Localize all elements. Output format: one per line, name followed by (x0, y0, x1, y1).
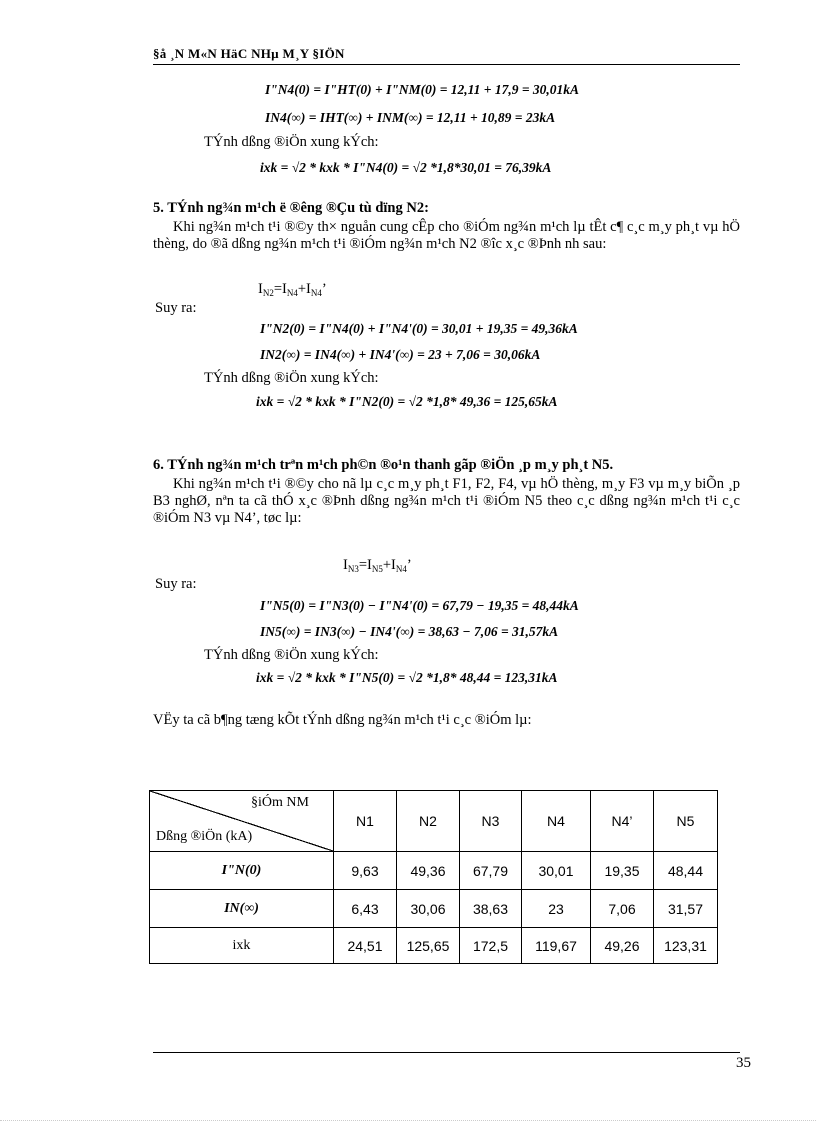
table-row (150, 890, 718, 928)
section-6-paragraph: Khi ng¾n m¹ch t¹i ®©y cho nã lµ c¸c m¸y ph¸t F1, F2, F4, vµ hÖ thèng, m¸y F3 vµ m¸y biÕn ¸p B3 nghØ, nªn ta cã thÓ x¸c ®Þnh dßng ng¾n m¹ch t¹i ®iÓm N5 theo c¸c dßng ng¾n m¹ch t¹i c¸c ®iÓm N3 vµ N4’, tøc lµ: (153, 476, 740, 526)
equation-in5-steady: IN5(∞) = IN3(∞) − IN4'(∞) = 38,63 − 7,06 = 31,57kA (260, 624, 559, 639)
row-label: IN(∞) (150, 890, 334, 928)
table-cell: 49,36 (397, 852, 460, 890)
table-cell: 49,26 (591, 928, 654, 964)
table-cell: 19,35 (591, 852, 654, 890)
section-5-formula: $I_{N2}=I_{N4}+I_{N4}$’ (258, 281, 327, 298)
equation-ixk-n4: ixk = √2 * kxk * I"N4(0) = √2 *1,8*30,01 = 76,39kA (260, 160, 552, 175)
section-5-heading: 5. TÝnh ng¾n m¹ch ë ®êng ®Çu tù dïng N2: (153, 200, 429, 216)
equation-in2-initial: I"N2(0) = I"N4(0) + I"N4'(0) = 30,01 + 19,35 = 49,36kA (260, 321, 578, 336)
table-cell: 119,67 (522, 928, 591, 964)
column-header: N3 (460, 791, 522, 852)
column-header: N4’ (591, 791, 654, 852)
table-cell: 172,5 (460, 928, 522, 964)
table-cell: 6,43 (334, 890, 397, 928)
equation-in4-steady: IN4(∞) = IHT(∞) + INM(∞) = 12,11 + 10,89 = 23kA (265, 110, 556, 125)
page-edge (0, 1120, 816, 1121)
equation-in4-initial: I"N4(0) = I"HT(0) + I"NM(0) = 12,11 + 17,9 = 30,01kA (265, 82, 580, 97)
text-impulse-current-2: TÝnh dßng ®iÖn xung kÝch: (204, 370, 379, 386)
table-cell: 48,44 (654, 852, 718, 890)
footer-rule (153, 1052, 740, 1053)
table-cell: 30,06 (397, 890, 460, 928)
column-header: N1 (334, 791, 397, 852)
equation-in2-steady: IN2(∞) = IN4(∞) + IN4'(∞) = 23 + 7,06 = 30,06kA (260, 347, 541, 362)
section-6-formula: $I_{N3}=I_{N5}+I_{N4}$’ (343, 557, 412, 574)
table-corner-cell (150, 791, 334, 852)
corner-top-label: §iÓm NM (251, 795, 309, 810)
table-cell: 125,65 (397, 928, 460, 964)
text-impulse-current-1: TÝnh dßng ®iÖn xung kÝch: (204, 134, 379, 150)
table-row (150, 852, 718, 890)
table-cell: 30,01 (522, 852, 591, 890)
table-header-row (150, 791, 718, 852)
equation-ixk-n5: ixk = √2 * kxk * I"N5(0) = √2 *1,8* 48,44 = 123,31kA (256, 670, 558, 685)
table-cell: 7,06 (591, 890, 654, 928)
text-impulse-current-3: TÝnh dßng ®iÖn xung kÝch: (204, 647, 379, 663)
column-header: N4 (522, 791, 591, 852)
equation-in5-initial: I"N5(0) = I"N3(0) − I"N4'(0) = 67,79 − 19,35 = 48,44kA (260, 598, 579, 613)
table-cell: 123,31 (654, 928, 718, 964)
text-suy-ra-2: Suy ra: (155, 576, 197, 592)
section-6-heading: 6. TÝnh ng¾n m¹ch trªn m¹ch ph©n ®o¹n thanh gãp ®iÖn ¸p m¸y ph¸t N5. (153, 457, 614, 473)
table-cell: 23 (522, 890, 591, 928)
table-cell: 38,63 (460, 890, 522, 928)
table-cell: 31,57 (654, 890, 718, 928)
text-suy-ra-1: Suy ra: (155, 300, 197, 316)
corner-bottom-label: Dßng ®iÖn (kA) (156, 829, 253, 844)
running-header: §å ¸N M«N HäC NHµ M¸Y §IÖN (153, 46, 345, 61)
page-number: 35 (736, 1055, 751, 1071)
equation-ixk-n2: ixk = √2 * kxk * I"N2(0) = √2 *1,8* 49,36 = 125,65kA (256, 394, 558, 409)
header-rule (153, 64, 740, 65)
table-cell: 67,79 (460, 852, 522, 890)
column-header: N5 (654, 791, 718, 852)
section-5-paragraph: Khi ng¾n m¹ch t¹i ®©y th× nguån cung cÊp cho ®iÓm ng¾n m¹ch lµ tÊt c¶ c¸c m¸y ph¸t vµ hÖ thèng, do ®ã dßng ng¾n m¹ch t¹i ®iÓm ng¾n m¹ch N2 ®îc x¸c ®Þnh nh sau: (153, 219, 740, 252)
table-cell: 24,51 (334, 928, 397, 964)
table-cell: 9,63 (334, 852, 397, 890)
summary-sentence: VËy ta cã b¶ng tæng kÕt tÝnh dßng ng¾n m¹ch t¹i c¸c ®iÓm lµ: (153, 712, 532, 728)
table-row (150, 928, 718, 964)
column-header: N2 (397, 791, 460, 852)
row-label: ixk (150, 928, 334, 964)
row-label: I"N(0) (150, 852, 334, 890)
results-table (149, 790, 718, 964)
